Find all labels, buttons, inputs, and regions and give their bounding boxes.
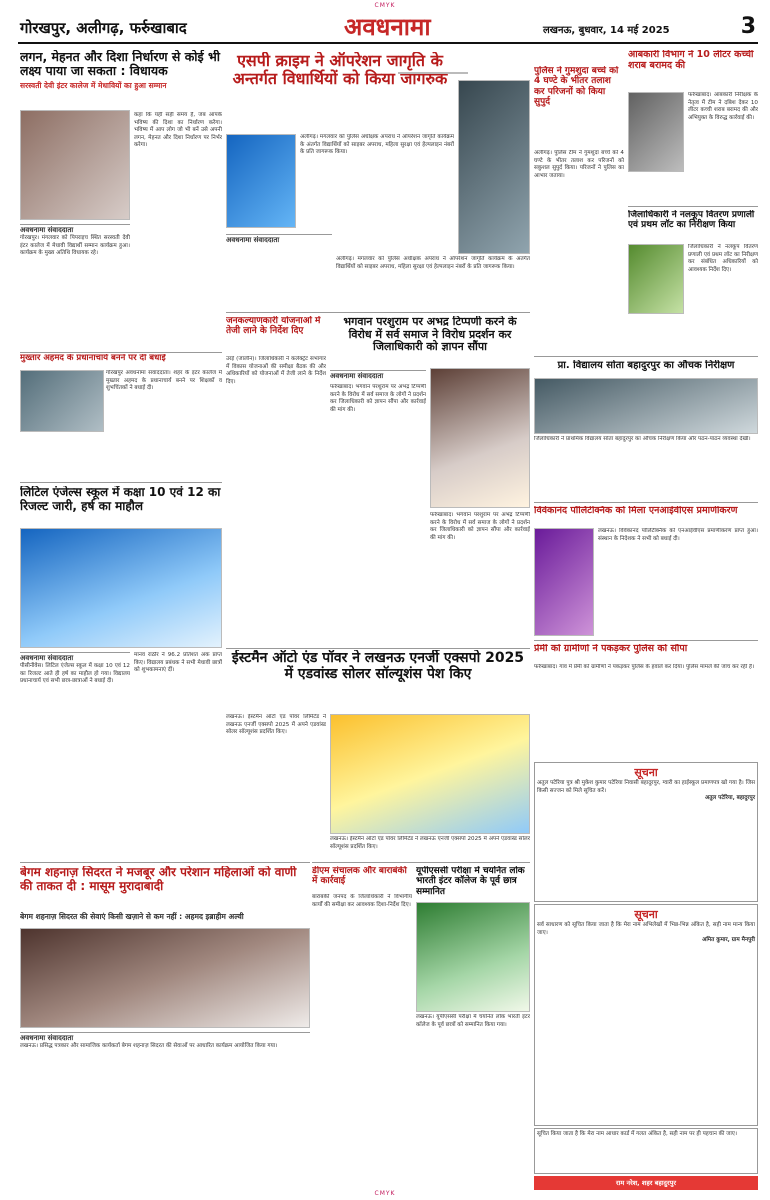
divider <box>628 206 758 207</box>
date-line: लखनऊ, बुधवार, 14 मई 2025 <box>543 25 670 36</box>
divider <box>226 648 530 649</box>
article-byline: अवधनामा संवाददाता <box>20 652 130 663</box>
article-body: कहा कि यही सही समय है, जब आपके भविष्य की दिशा का निर्धारण करेगा। भविष्य में आप लोग जो भी बनें उसे अपनी लगन, मेहनत और दिशा निर्धारण पर निर्भर करेगा। <box>134 112 222 149</box>
notice-title: सूचना <box>634 766 658 779</box>
spacer <box>398 72 468 74</box>
article-body: उरई (जालौन)। जिलाधिकारी ने कलेक्ट्रेट सभागार में विकास योजनाओं की समीक्षा बैठक की और अधिकारियों को योजनाओं में तेजी लाने के निर्देश दिए। <box>226 356 326 385</box>
seized-liquor-photo <box>628 92 684 172</box>
article-headline: ईस्टमैन ऑटो एंड पॉवर ने लखनऊ एनर्जी एक्सपो 2025 में एडवांस्ड सोलर सॉल्यूशंस पेश किए <box>231 650 525 683</box>
article-headline: मुख्तार अहमद के प्रधानाचार्य बनने पर दी बधाई <box>20 354 166 363</box>
notice-text: अतुल पटेरिया पुत्र श्री मुकेश कुमार पटेरिया निवासी बहादुरपुर, ग्वारी का हाईस्कूल प्रमाणपत्र खो गया है। जिस किसी सज्जन को मिले सूचित करें। <box>537 780 755 794</box>
divider <box>226 312 530 313</box>
article-headline: भगवान परशुराम पर अभद्र टिप्पणी करने के विरोध में सर्व समाज ने विरोध प्रदर्शन कर जिलाधिकारी को ज्ञापन सौंपा <box>343 316 517 354</box>
notice-box <box>534 904 758 1126</box>
event-photo <box>20 928 310 1028</box>
article-headline: पुलिस ने गुमशुदा बच्चे को 4 घण्टे के भीतर तलाश कर परिजनों को किया सुपुर्द <box>534 66 619 108</box>
article-headline: विवेकानंद पॉलिटेक्निक को मिला एनआईवीएस प्रमाणीकरण <box>534 506 738 516</box>
article-headline: यूपीएससी परीक्षा में चयनित लोक भारती इंटर कॉलेज के पूर्व छात्र सम्मानित <box>416 866 525 897</box>
notice-title: सूचना <box>634 908 658 921</box>
article-headline: प्रेमी को ग्रामीणों ने पकड़कर पुलिस को सौंपा <box>534 644 688 654</box>
article-subhead: सरस्वती देवी इंटर कालेज में मेधावियों का हुआ सम्मान <box>20 80 167 90</box>
divider <box>20 862 310 863</box>
article-subhead: बेगम शहनाज़ सिदरत की सेवाएं किसी खज़ाने से कम नहीं : अहमद इब्राहीम अल्वी <box>20 912 244 921</box>
article-body: फर्रुखाबाद। भगवान परशुराम पर अभद्र टिप्पणी करने के विरोध में सर्व समाज के लोगों ने प्रदर्शन कर जिलाधिकारी को ज्ञापन सौंपा और कार्रवाई की मांग की। <box>430 512 530 541</box>
article-body: अलीगढ़। मंगलवार को पुलिस अधीक्षक अपराध ने ऑपरेशन जागृति कार्यक्रम के अंतर्गत विद्यार्थियों को साइबर अपराध, महिला सुरक्षा एवं हेल्पलाइन नंबरों के प्रति जागरूक किया। <box>336 256 530 270</box>
notice-footer-bar: राम नरेश, शहर बहादुरपुर <box>534 1176 758 1190</box>
article-body: अलीगढ़। पुलिस टीम ने गुमशुदा बच्चे को 4 घण्टे के भीतर तलाश कर परिजनों को सकुशल सुपुर्द किया। परिजनों ने पुलिस का आभार जताया। <box>534 150 624 179</box>
article-body: जिलाधिकारी ने नलकूप वितरण प्रणाली एवं प्रथम लॉट का निरीक्षण कर संबंधित अधिकारियों को आवश्यक निर्देश दिए। <box>688 244 758 273</box>
students-group-photo <box>20 528 222 648</box>
article-body: फर्रुखाबाद। भगवान परशुराम पर अभद्र टिप्पणी करने के विरोध में सर्व समाज के लोगों ने प्रदर्शन कर जिलाधिकारी को ज्ञापन सौंपा और कार्रवाई की मांग की। <box>330 384 426 413</box>
article-body: लखनऊ। ईस्टमैन ऑटो एंड पॉवर लिमिटेड ने लखनऊ एनर्जी एक्सपो 2025 में अपने एडवांस्ड सोलर सॉल्यूशंस प्रदर्शित किए। <box>330 836 530 850</box>
article-headline: आबकारी विभाग ने 10 लीटर कच्ची शराब बरामद की <box>628 50 754 71</box>
article-headline: लिटिल एंजेल्स स्कूल में कक्षा 10 एवं 12 का रिजल्ट जारी, हर्ष का माहौल <box>20 486 221 513</box>
article-headline: लगन, मेहनत और दिशा निर्धारण से कोई भी लक्ष्य पाया जा सकता : विधायक <box>20 50 221 79</box>
divider <box>534 640 758 641</box>
divider <box>312 862 530 863</box>
article-byline: अवधनामा संवाददाता <box>226 234 332 245</box>
article-headline-block <box>20 50 222 108</box>
protest-photo <box>430 368 530 508</box>
article-body: लखनऊ। विवेकानंद पॉलिटेक्निक को एनआईवीएस प्रमाणीकरण प्राप्त हुआ। संस्थान के निदेशक ने सभी को बधाई दी। <box>598 528 758 542</box>
article-body: जिलाधिकारी ने प्राथमिक विद्यालय सोता बहादुरपुर का औचक निरीक्षण किया और पठन-पाठन व्यवस्था देखी। <box>534 436 751 442</box>
expo-stall-photo <box>330 714 530 834</box>
portrait-photo <box>20 370 104 432</box>
notice-footer: अमित कुमार, ग्राम मैनपुरी <box>702 937 755 944</box>
article-headline: प्रा. विद्यालय सोता बहादुरपुर का औचक निरीक्षण <box>557 360 735 371</box>
article-body: फर्रुखाबाद। आबकारी निरीक्षक के नेतृत्व में टीम ने दबिश देकर 10 लीटर कच्ची शराब बरामद की और अभियुक्त के विरुद्ध कार्रवाई की। <box>688 92 758 121</box>
divider <box>20 352 222 353</box>
article-headline: बेगम शहनाज़ सिदरत ने मजबूर और परेशान महिलाओं को वाणी की ताकत दी : मासूम मुरादाबादी <box>20 866 297 893</box>
article-headline: एसपी क्राइम ने ऑपरेशन जागृति के अन्तर्गत विधार्थियों को किया जागरुक <box>232 52 448 89</box>
notice-text: सूचित किया जाता है कि मेरा नाम आधार कार्ड में गलत अंकित है, सही नाम पर ही पहचान की जाए। <box>537 1131 737 1137</box>
print-registration-mark: CMYK <box>374 2 396 9</box>
page-number: 3 <box>740 14 756 39</box>
notice-box <box>534 762 758 902</box>
article-byline: अवधनामा संवाददाता <box>20 1032 310 1043</box>
event-photo <box>458 80 530 254</box>
article-byline: अवधनामा संवाददाता <box>20 224 130 235</box>
edition-cities: गोरखपुर, अलीगढ़, फर्रुखाबाद <box>20 19 187 37</box>
article-headline: जनकल्याणकारी योजनाओं में तेजी लाने के निर्देश दिए <box>226 316 321 337</box>
article-body: मानव राठौर ने 96.2 प्रतिशत अंक प्राप्त किए। विद्यालय प्रबंधक ने सभी मेधावी छात्रों को शुभकामनाएं दीं। <box>134 652 222 674</box>
article-headline: डीएम संचालक और बाराबंकी में कार्रवाई <box>312 866 407 887</box>
notice-footer: अतुल पटेरिया, बहादुरपुर <box>704 795 755 802</box>
article-body: लखनऊ। प्रसिद्ध पत्रकार और सामाजिक कार्यकर्ता बेगम शहनाज़ सिदरत की सेवाओं पर आधारित कार्यक्रम आयोजित किया गया। <box>20 1043 278 1049</box>
divider <box>20 482 222 483</box>
inspection-photo <box>628 244 684 314</box>
article-body: गोरखपुर। मंगलवार को पिपराइच स्थित सरस्वती देवी इंटर कालेज में मेधावी विद्यार्थी सम्मान कार्यक्रम हुआ। कार्यक्रम के मुख्य अतिथि विधायक रहे। <box>20 235 130 257</box>
article-body: बाराबंकी जनपद के जिलाधिकारी ने विभागीय कार्यों की समीक्षा कर आवश्यक दिशा-निर्देश दिए। <box>312 894 412 908</box>
school-inspection-photo <box>534 378 758 434</box>
article-body: अलीगढ़। मंगलवार को पुलिस अधीक्षक अपराध ने ऑपरेशन जागृति कार्यक्रम के अंतर्गत विद्यार्थियों को साइबर अपराध, महिला सुरक्षा एवं हेल्पलाइन नंबरों के प्रति जागरूक किया। <box>300 134 454 156</box>
officer-photo <box>226 134 296 228</box>
article-body: गोरखपुर अवधनामा संवाददाता। शहर के इंटर कालेज में मुख्तार अहमद के प्रधानाचार्य बनने पर शिक्षकों व शुभचिंतकों ने बधाई दी। <box>106 370 222 392</box>
notice-box <box>534 1128 758 1174</box>
certificate-photo <box>534 528 594 636</box>
felicitation-photo <box>416 902 530 1012</box>
article-byline: अवधनामा संवाददाता <box>330 370 426 380</box>
newspaper-logo: अवधनामा <box>344 12 431 41</box>
divider <box>534 502 758 503</box>
article-body: लखनऊ। यूपीएससी परीक्षा में चयनित लोक भारती इंटर कॉलेज के पूर्व छात्रों को सम्मानित किया गया। <box>416 1014 530 1028</box>
article-body: लखनऊ। ईस्टमैन ऑटो एंड पॉवर लिमिटेड ने लखनऊ एनर्जी एक्सपो 2025 में अपने एडवांस्ड सोलर सॉल्यूशंस प्रदर्शित किए। <box>226 714 326 736</box>
article-headline: जिलाधिकारी ने नलकूप वितरण प्रणाली एवं प्रथम लाॅट का निरीक्षण किया <box>628 210 755 231</box>
print-registration-mark: CMYK <box>374 1190 396 1197</box>
divider <box>534 356 758 357</box>
article-body: फर्रुखाबाद। गांव में प्रेमी को ग्रामीणों ने पकड़कर पुलिस के हवाले कर दिया। पुलिस मामले की जांच कर रही है। <box>534 664 755 670</box>
masthead <box>18 10 758 44</box>
article-body: पीसीनीवेस। लिटिल एंजेल्स स्कूल में कक्षा 10 एवं 12 का रिजल्ट आते ही हर्ष का माहौल हो गया। विद्यालय प्रधानाचार्य एवं सभी छात्र-छात्राओं ने बधाई दी। <box>20 663 130 685</box>
notice-text: सर्व साधारण को सूचित किया जाता है कि मेरा नाम अभिलेखों में भिन्न-भिन्न अंकित है, सही नाम मान्य किया जाए। <box>537 922 755 936</box>
event-photo <box>20 110 130 220</box>
